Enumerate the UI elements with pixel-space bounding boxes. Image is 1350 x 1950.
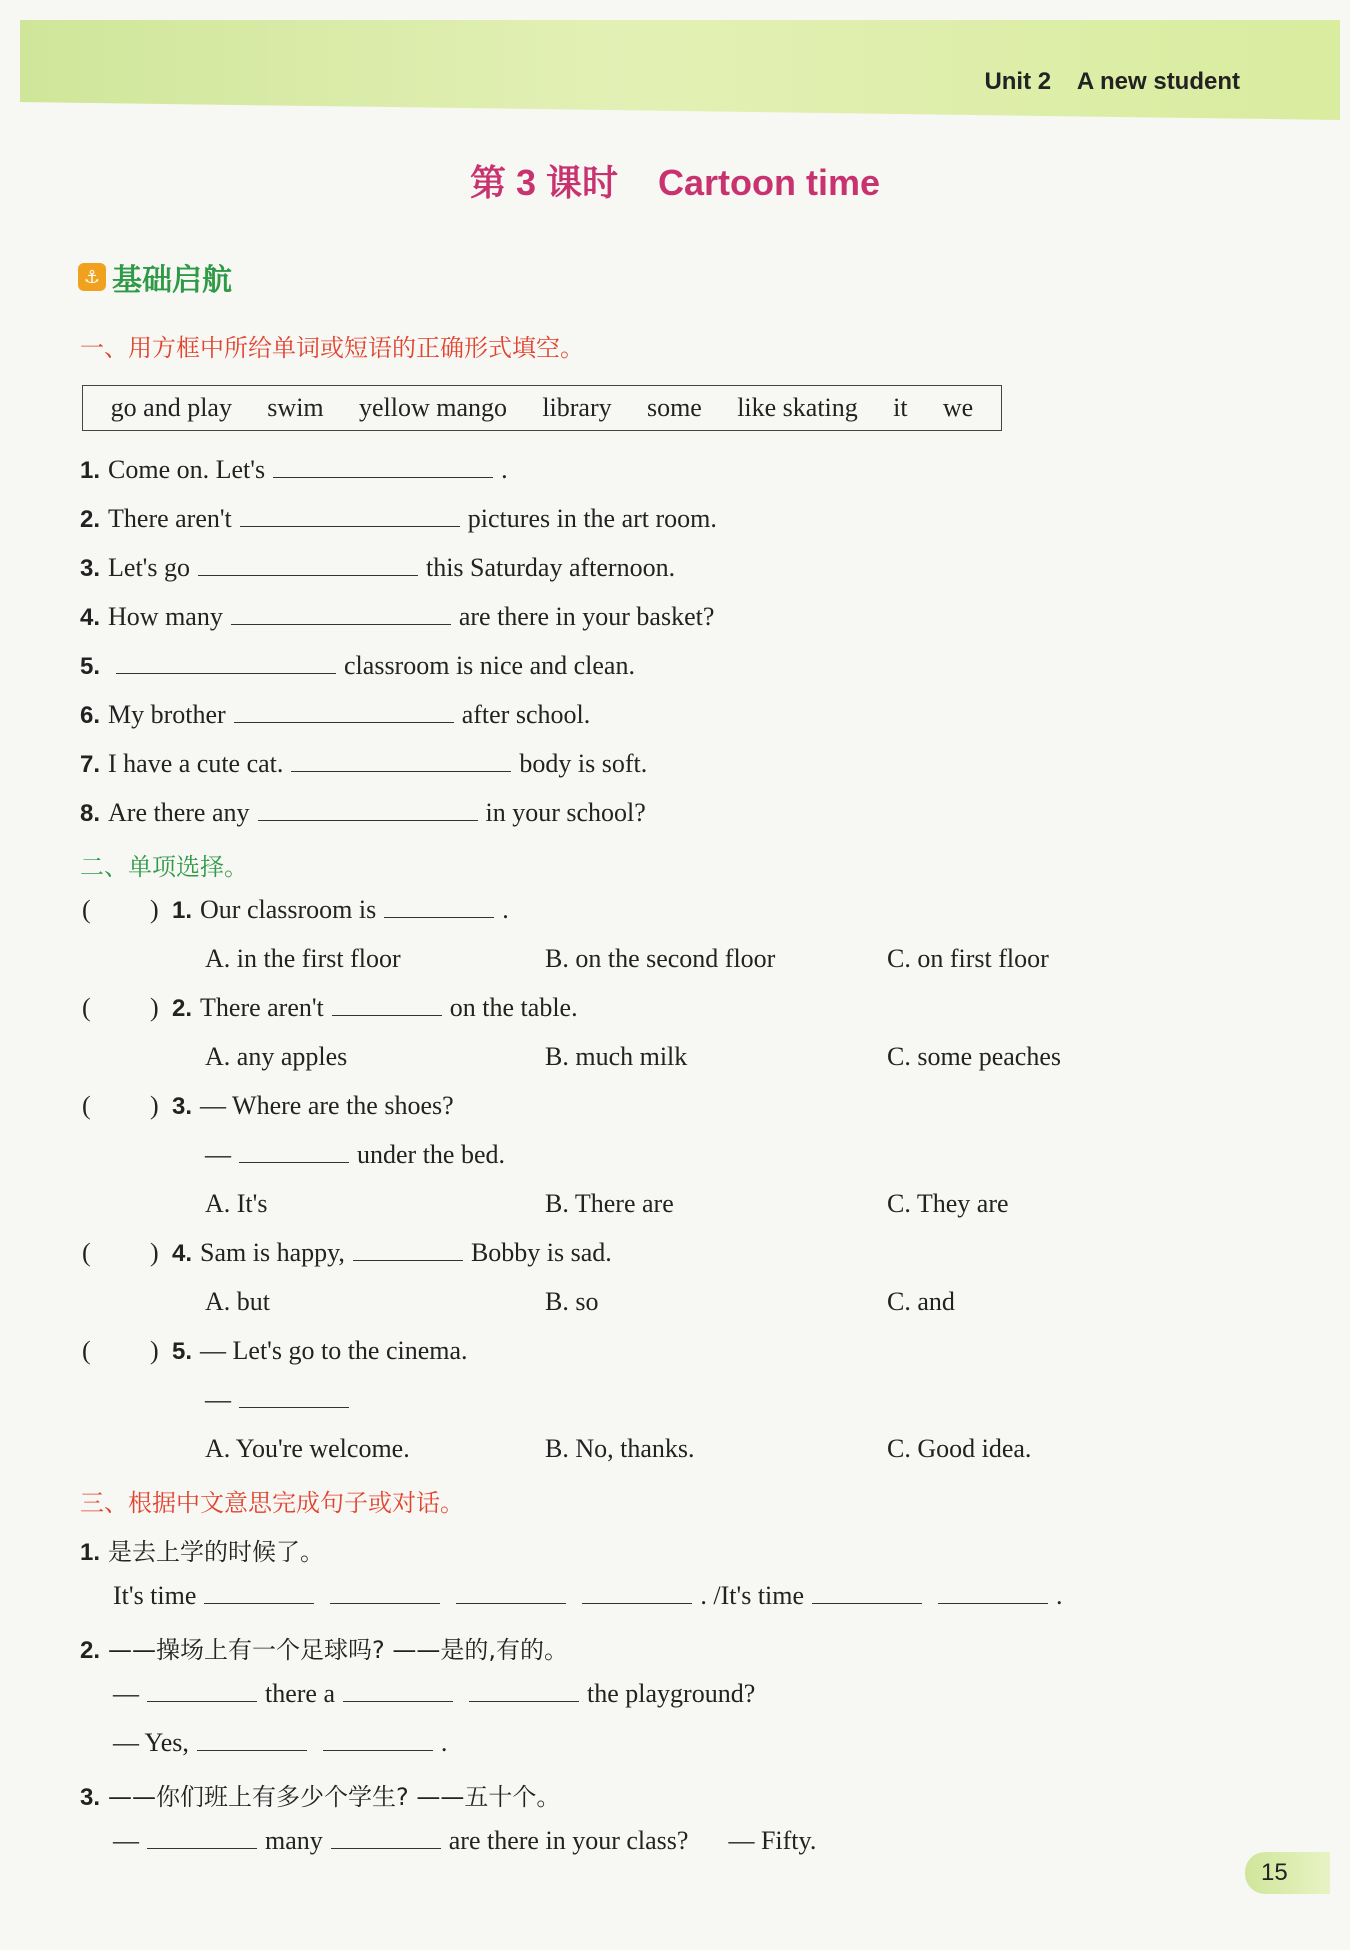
answer-blank[interactable] [331, 1828, 441, 1849]
anchor-icon: ⚓ [78, 263, 106, 291]
translate-item-2-cn: 2. ——操场上有一个足球吗? ——是的,有的。 [80, 1636, 569, 1664]
answer-blank[interactable] [343, 1681, 453, 1702]
translate-item-2-reply: — Yes, . [113, 1728, 448, 1757]
answer-paren-close: ) [150, 1336, 159, 1365]
answer-blank[interactable] [197, 1730, 307, 1751]
lesson-title: 第 3 课时 Cartoon time [469, 162, 881, 203]
fill-item-3: 3. Let's go this Saturday afternoon. [80, 553, 676, 582]
answer-paren-open: ( [82, 993, 91, 1022]
answer-paren-open: ( [82, 895, 91, 924]
fill-item-1: 1. Come on. Let's . [80, 455, 508, 484]
option-b[interactable]: B. No, thanks. [545, 1434, 695, 1463]
word-item: go and play [110, 393, 232, 422]
word-item: swim [267, 393, 324, 422]
mc-question-3: 3. — Where are the shoes? [172, 1091, 454, 1120]
option-b[interactable]: B. so [545, 1287, 599, 1316]
translate-item-3-en: — many are there in your class? — Fifty. [113, 1826, 817, 1855]
translate-item-1-en: It's time . /It's time . [113, 1581, 1063, 1610]
answer-blank[interactable] [469, 1681, 579, 1702]
fill-item-7: 7. I have a cute cat. body is soft. [80, 749, 648, 778]
word-item: some [646, 393, 702, 422]
part3-heading: 三、根据中文意思完成句子或对话。 [80, 1489, 464, 1517]
answer-blank[interactable] [116, 653, 336, 674]
section-heading [78, 255, 232, 299]
answer-blank[interactable] [231, 604, 451, 625]
answer-blank[interactable] [332, 995, 442, 1016]
part2-heading: 二、单项选择。 [80, 853, 248, 881]
answer-blank[interactable] [258, 800, 478, 821]
answer-blank[interactable] [353, 1240, 463, 1261]
fill-item-4: 4. How many are there in your basket? [80, 602, 715, 631]
translate-item-2-en: — there a the playground? [113, 1679, 756, 1708]
translate-item-3-cn: 3. ——你们班上有多少个学生? ——五十个。 [80, 1783, 561, 1811]
part1-heading: 一、用方框中所给单词或短语的正确形式填空。 [80, 334, 584, 362]
answer-blank[interactable] [384, 897, 494, 918]
fill-item-8: 8. Are there any in your school? [80, 798, 646, 827]
answer-paren-close: ) [150, 993, 159, 1022]
answer-blank[interactable] [812, 1583, 922, 1604]
mc-question-3-answer-line: — under the bed. [205, 1140, 506, 1169]
answer-paren-open: ( [82, 1091, 91, 1120]
fill-item-2: 2. There aren't pictures in the art room. [80, 504, 717, 533]
option-c[interactable]: C. on first floor [887, 944, 1049, 973]
option-b[interactable]: B. much milk [545, 1042, 688, 1071]
answer-blank[interactable] [239, 1387, 349, 1408]
mc-question-1: 1. Our classroom is . [172, 895, 509, 924]
answer-blank[interactable] [204, 1583, 314, 1604]
answer-blank[interactable] [147, 1681, 257, 1702]
option-c[interactable]: C. Good idea. [887, 1434, 1032, 1463]
answer-paren-close: ) [150, 1238, 159, 1267]
answer-paren-close: ) [150, 1091, 159, 1120]
answer-paren-close: ) [150, 895, 159, 924]
word-item: library [542, 393, 612, 422]
option-a[interactable]: A. in the first floor [205, 944, 401, 973]
option-a[interactable]: A. but [205, 1287, 270, 1316]
mc-question-5-answer-line: — [205, 1385, 357, 1415]
word-item: yellow mango [358, 393, 507, 422]
mc-question-5: 5. — Let's go to the cinema. [172, 1336, 468, 1365]
answer-blank[interactable] [239, 1142, 349, 1163]
fill-item-5: 5. classroom is nice and clean. [80, 651, 635, 680]
answer-blank[interactable] [147, 1828, 257, 1849]
word-item: it [893, 393, 908, 422]
word-item: we [942, 393, 974, 422]
answer-blank[interactable] [330, 1583, 440, 1604]
answer-blank[interactable] [323, 1730, 433, 1751]
answer-blank[interactable] [938, 1583, 1048, 1604]
answer-blank[interactable] [273, 457, 493, 478]
fill-item-6: 6. My brother after school. [80, 700, 591, 729]
answer-paren-open: ( [82, 1238, 91, 1267]
mc-question-4: 4. Sam is happy, Bobby is sad. [172, 1238, 612, 1267]
option-c[interactable]: C. some peaches [887, 1042, 1062, 1071]
page-number: 15 [1245, 1852, 1330, 1894]
answer-blank[interactable] [456, 1583, 566, 1604]
option-c[interactable]: C. and [887, 1287, 955, 1316]
answer-blank[interactable] [240, 506, 460, 527]
answer-blank[interactable] [582, 1583, 692, 1604]
unit-label: Unit 2 A new student [984, 68, 1240, 95]
option-a[interactable]: A. any apples [205, 1042, 348, 1071]
answer-paren-open: ( [82, 1336, 91, 1365]
option-c[interactable]: C. They are [887, 1189, 1009, 1218]
mc-question-2: 2. There aren't on the table. [172, 993, 578, 1022]
option-b[interactable]: B. on the second floor [545, 944, 776, 973]
answer-blank[interactable] [291, 751, 511, 772]
option-a[interactable]: A. You're welcome. [205, 1434, 410, 1463]
word-item: like skating [737, 393, 858, 422]
section-title: 基础启航 [112, 263, 232, 298]
answer-blank[interactable] [234, 702, 454, 723]
option-a[interactable]: A. It's [205, 1189, 268, 1218]
translate-item-1-cn: 1. 是去上学的时候了。 [80, 1538, 325, 1566]
word-box [82, 385, 1002, 431]
answer-blank[interactable] [198, 555, 418, 576]
option-b[interactable]: B. There are [545, 1189, 674, 1218]
